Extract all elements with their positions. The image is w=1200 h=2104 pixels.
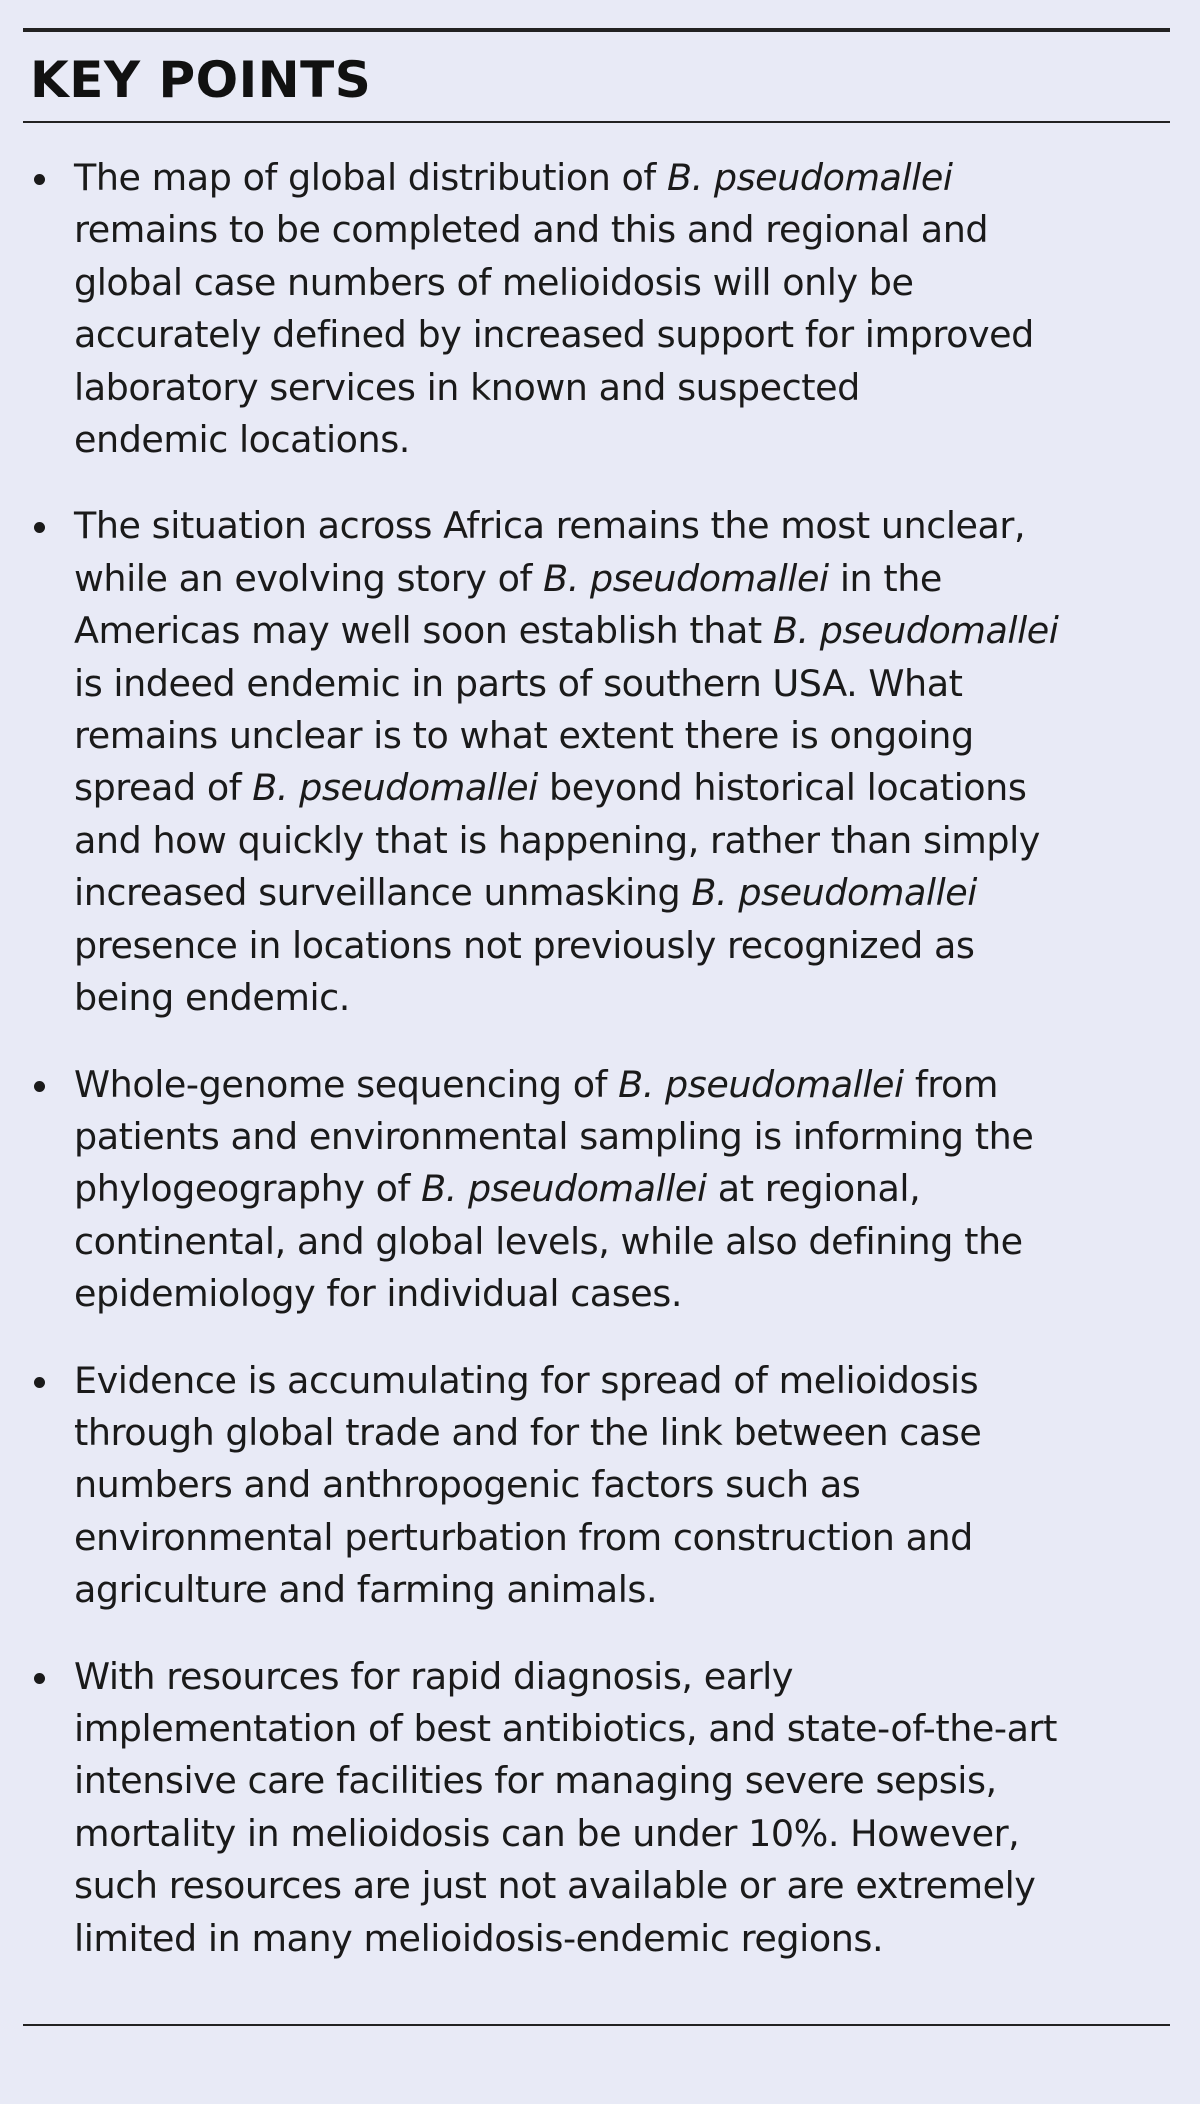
text-line: remains unclear is to what extent there is ongoing xyxy=(74,714,974,758)
text-line: and how quickly that is happening, rather than simply xyxy=(74,818,1040,862)
text-line: such resources are just not available or are extremely xyxy=(74,1864,1036,1908)
text-line: intensive care facilities for managing severe sepsis, xyxy=(74,1759,997,1803)
text-line: increased surveillance unmasking B. pseudomallei xyxy=(74,871,977,915)
text-line: phylogeography of B. pseudomallei at regional, xyxy=(74,1167,921,1211)
key-point-5 xyxy=(30,1651,1170,1965)
title-rule xyxy=(23,121,1170,123)
bullet-icon xyxy=(34,174,45,185)
text-line: while an evolving story of B. pseudomallei in the xyxy=(74,556,942,600)
text-line: spread of B. pseudomallei beyond historical locations xyxy=(74,766,1027,810)
text-line: is indeed endemic in parts of southern USA. What xyxy=(74,661,963,705)
key-point-1 xyxy=(30,152,1170,466)
text-line: through global trade and for the link between case xyxy=(74,1410,982,1454)
text-line: endemic locations. xyxy=(74,418,410,462)
text-line: Evidence is accumulating for spread of melioidosis xyxy=(74,1358,979,1402)
text-line: presence in locations not previously recognized as xyxy=(74,923,975,967)
text-line: numbers and anthropogenic factors such as xyxy=(74,1463,861,1507)
text-line: accurately defined by increased support for improved xyxy=(74,313,1034,357)
text-line: With resources for rapid diagnosis, early xyxy=(74,1654,794,1698)
text-line: remains to be completed and this and regional and xyxy=(74,208,989,252)
text-line: continental, and global levels, while also defining the xyxy=(74,1219,1023,1263)
key-points-list xyxy=(30,152,1170,1999)
key-points-title: KEY POINTS xyxy=(30,51,372,109)
text-line: Whole-genome sequencing of B. pseudomallei from xyxy=(74,1062,999,1106)
bullet-icon xyxy=(34,1081,45,1092)
text-line: mortality in melioidosis can be under 10%. However, xyxy=(74,1811,1020,1855)
key-point-4 xyxy=(30,1355,1170,1617)
bottom-rule xyxy=(23,2024,1170,2026)
text-line: agriculture and farming animals. xyxy=(74,1568,658,1612)
text-line: Americas may well soon establish that B. pseudomallei xyxy=(74,609,1059,653)
text-line: patients and environmental sampling is informing the xyxy=(74,1114,1034,1158)
bullet-icon xyxy=(34,1377,45,1388)
key-point-3 xyxy=(30,1059,1170,1321)
text-line: limited in many melioidosis-endemic regions. xyxy=(74,1916,884,1960)
bullet-icon xyxy=(34,1673,45,1684)
text-line: The situation across Africa remains the most unclear, xyxy=(74,504,1026,548)
text-line: implementation of best antibiotics, and state-of-the-art xyxy=(74,1706,1057,1750)
text-line: environmental perturbation from construction and xyxy=(74,1515,973,1559)
text-line: laboratory services in known and suspected xyxy=(74,365,860,409)
text-line: The map of global distribution of B. pseudomallei xyxy=(74,156,953,199)
text-line: global case numbers of melioidosis will only be xyxy=(74,260,914,304)
top-rule xyxy=(23,28,1170,32)
text-line: being endemic. xyxy=(74,976,350,1020)
bullet-icon xyxy=(34,522,45,533)
key-point-2 xyxy=(30,500,1170,1024)
text-line: epidemiology for individual cases. xyxy=(74,1272,683,1316)
